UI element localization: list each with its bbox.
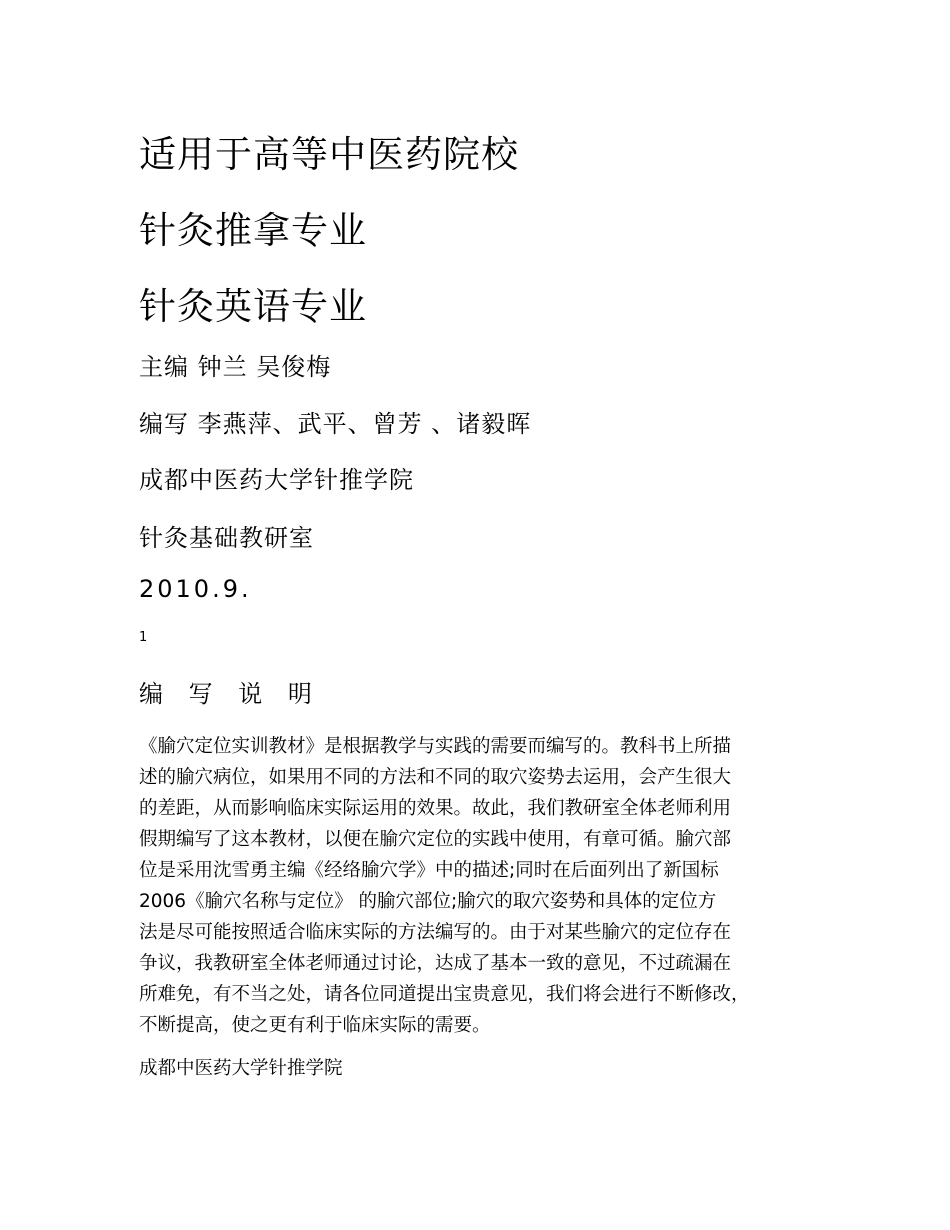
preface-signature: 成都中医药大学针推学院 (139, 1058, 343, 1079)
preface-line-3: 的差距，从而影响临床实际运用的效果。故此，我们教研室全体老师利用 (139, 798, 732, 819)
preface-line-7: 法是尽可能按照适合临床实际的方法编写的。由于对某些腧穴的定位存在 (139, 922, 732, 943)
preface-line-5: 位是采用沈雪勇主编《经络腧穴学》中的描述;同时在后面列出了新国标 (139, 860, 719, 881)
preface-line-8: 争议，我教研室全体老师通过讨论，达成了基本一致的意见，不过疏漏在 (139, 953, 732, 974)
preface-line-9: 所难免，有不当之处，请各位同道提出宝贵意见，我们将会进行不断修改， (139, 984, 750, 1005)
cover-department: 针灸基础教研室 (139, 524, 314, 552)
preface-line-4: 假期编写了这本教材，以便在腧穴定位的实践中使用，有章可循。腧穴部 (139, 829, 732, 850)
preface-paragraph (139, 731, 839, 1041)
preface-title: 编 写 说 明 (139, 680, 321, 708)
cover-title-line-3: 针灸英语专业 (139, 285, 367, 328)
preface-line-10: 不断提高，使之更有利于临床实际的需要。 (139, 1015, 491, 1036)
preface-line-6: 2006《腧穴名称与定位》 的腧穴部位;腧穴的取穴姿势和具体的定位方 (139, 891, 717, 912)
cover-institution: 成都中医药大学针推学院 (139, 466, 414, 494)
page-number: 1 (139, 630, 148, 645)
cover-date: 2010.9. (139, 575, 252, 603)
cover-writers: 编写 李燕萍、武平、曾芳 、诸毅晖 (139, 410, 532, 438)
preface-line-2: 述的腧穴病位，如果用不同的方法和不同的取穴姿势去运用，会产生很大 (139, 767, 732, 788)
cover-title-line-2: 针灸推拿专业 (139, 209, 367, 252)
cover-editors: 主编 钟兰 吴俊梅 (139, 353, 332, 381)
cover-title-line-1: 适用于高等中医药院校 (139, 133, 519, 176)
preface-line-1: 《腧穴定位实训教材》是根据教学与实践的需要而编写的。教科书上所描 (139, 736, 732, 757)
